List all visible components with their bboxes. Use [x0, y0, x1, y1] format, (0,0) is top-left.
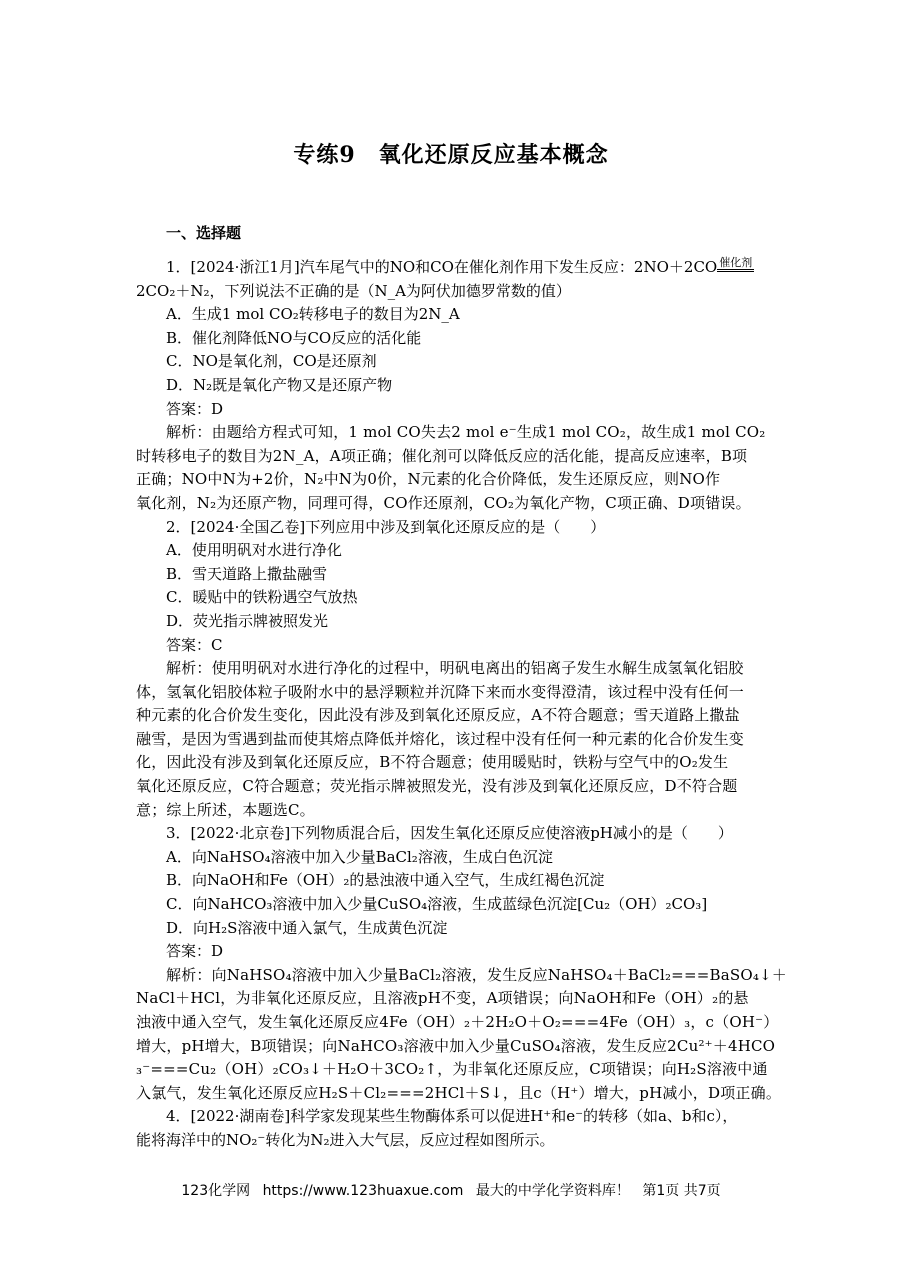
text-line [136, 1058, 768, 1082]
text-line [136, 1105, 768, 1129]
text-line [136, 1129, 768, 1153]
line-text: 时转移电子的数目为2N_A，A项正确；催化剂可以降低反应的活化能，提高反应速率，B项 [136, 446, 748, 465]
line-text: 氧化剂，N₂为还原产物，同理可得，CO作还原剂，CO₂为氧化产物，C项正确、D项错误。 [136, 493, 751, 512]
line-text: 化，因此没有涉及到氧化还原反应，B不符合题意；使用暖贴时，铁粉与空气中的O₂发生 [136, 753, 729, 772]
text-line [136, 468, 768, 492]
text-line [136, 657, 768, 681]
text-line [136, 799, 768, 823]
text-line [136, 350, 768, 374]
text-line [136, 917, 768, 941]
footer-url[interactable]: https://www.123huaxue.com [262, 1183, 464, 1199]
text-line [136, 445, 768, 469]
text-line [136, 964, 788, 988]
footer-slogan: 最大的中学化学资料库！ [475, 1183, 630, 1199]
line-text: A．使用明矾对水进行净化 [166, 541, 342, 560]
reaction-condition: 催化剂 [717, 257, 754, 272]
line-text: 正确；NO中N为+2价，N₂中N为0价，N元素的化合价降低，发生还原反应，则NO作 [136, 470, 721, 489]
text-line [136, 704, 768, 728]
line-text: 意；综上所述，本题选C。 [136, 800, 315, 819]
text-line [136, 775, 768, 799]
line-text: 解析：使用明矾对水进行净化的过程中，明矾电离出的铝离子发生水解生成氢氧化铝胶 [166, 659, 744, 678]
line-text: 4．[2022·湖南卷]科学家发现某些生物酶体系可以促进H⁺和e⁻的转移（如a、b和c）， [166, 1107, 738, 1126]
line-text: 入氯气，发生氧化还原反应H₂S＋Cl₂===2HCl＋S↓，且c（H⁺）增大，pH减小，D项正确。 [136, 1083, 782, 1102]
text-line [136, 846, 768, 870]
text-line [136, 256, 768, 280]
line-text: B．雪天道路上撒盐融雪 [166, 564, 328, 583]
line-text: 答案：C [166, 635, 223, 654]
text-line [136, 374, 768, 398]
text-line [136, 398, 768, 422]
text-line [136, 516, 768, 540]
line-text: D．荧光指示牌被照发光 [166, 611, 329, 630]
footer-page-number: 第1页 共7页 [642, 1183, 721, 1199]
text-line [136, 586, 768, 610]
line-text: 浊液中通入空气，发生氧化还原反应4Fe（OH）₂＋2H₂O＋O₂===4Fe（OH）₃，c（OH⁻） [136, 1013, 779, 1031]
line-text: A．向NaHSO₄溶液中加入少量BaCl₂溶液，生成白色沉淀 [166, 847, 553, 866]
line-text: 2CO₂＋N₂，下列说法不正确的是（N_A为阿伏加德罗常数的值） [136, 281, 571, 300]
footer-site: 123化学网 [181, 1183, 251, 1199]
line-text: 3．[2022·北京卷]下列物质混合后，因发生氧化还原反应使溶液pH减小的是（ ） [166, 824, 733, 843]
line-text: D．向H₂S溶液中通入氯气，生成黄色沉淀 [166, 918, 448, 937]
line-text: ₃⁻===Cu₂（OH）₂CO₃↓＋H₂O＋3CO₂↑，为非氧化还原反应，C项错误；向H₂S溶液中通 [136, 1060, 768, 1079]
text-line [136, 940, 768, 964]
line-text: D．N₂既是氧化产物又是还原产物 [166, 375, 393, 394]
text-line [136, 751, 768, 775]
text-line [136, 492, 768, 516]
line-text: 答案：D [166, 942, 224, 961]
line-text: C．向NaHCO₃溶液中加入少量CuSO₄溶液，生成蓝绿色沉淀[Cu₂（OH）₂CO₃] [166, 895, 708, 914]
line-text: 2．[2024·全国乙卷]下列应用中涉及到氧化还原反应的是（ ） [166, 517, 606, 536]
text-line [136, 327, 768, 351]
page-title: 专练9 氧化还原反应基本概念 [293, 142, 609, 168]
text-line [136, 893, 768, 917]
section-heading: 一、选择题 [166, 224, 242, 242]
text-line [136, 681, 768, 705]
text-line [136, 869, 768, 893]
text-line [136, 421, 768, 445]
line-text: NaCl＋HCl，为非氧化还原反应，且溶液pH不变，A项错误；向NaOH和Fe（OH）₂的悬 [136, 989, 749, 1008]
text-line [136, 1035, 776, 1059]
line-text: 答案：D [166, 399, 224, 418]
text-line [136, 987, 768, 1011]
page-footer [0, 1180, 902, 1200]
text-line [136, 280, 768, 304]
document-body [136, 256, 788, 1153]
text-line [136, 634, 768, 658]
line-text: 体，氢氧化铝胶体粒子吸附水中的悬浮颗粒并沉降下来而水变得澄清，该过程中没有任何一 [136, 682, 745, 701]
line-text: 解析：向NaHSO₄溶液中加入少量BaCl₂溶液，发生反应NaHSO₄＋BaCl₂===BaSO₄↓＋ [166, 965, 788, 984]
line-text: B．向NaOH和Fe（OH）₂的悬浊液中通入空气，生成红褐色沉淀 [166, 871, 605, 890]
line-text: 种元素的化合价发生变化，因此没有涉及到氧化还原反应，A不符合题意；雪天道路上撒盐 [136, 706, 740, 725]
line-text: 增大，pH增大，B项错误；向NaHCO₃溶液中加入少量CuSO₄溶液，发生反应2Cu²⁺＋4HCO [136, 1036, 776, 1055]
line-text: 融雪，是因为雪遇到盐而使其熔点降低并熔化，该过程中没有任何一种元素的化合价发生变 [136, 729, 745, 748]
line-text: 1．[2024·浙江1月]汽车尾气中的NO和CO在催化剂作用下发生反应：2NO＋2CO [166, 258, 718, 276]
line-text: C．暖贴中的铁粉遇空气放热 [166, 588, 358, 607]
text-line [136, 822, 768, 846]
text-line [136, 303, 768, 327]
line-text: 解析：由题给方程式可知，1 mol CO失去2 mol e⁻生成1 mol CO₂，故生成1 mol CO₂ [166, 423, 766, 442]
text-line [136, 563, 768, 587]
line-text: 能将海洋中的NO₂⁻转化为N₂进入大气层，反应过程如图所示。 [136, 1130, 555, 1149]
line-text: B．催化剂降低NO与CO反应的活化能 [166, 328, 422, 347]
text-line [136, 1082, 782, 1106]
line-text: C．NO是氧化剂，CO是还原剂 [166, 352, 377, 371]
line-text: 氧化还原反应，C符合题意；荧光指示牌被照发光，没有涉及到氧化还原反应，D不符合题 [136, 777, 738, 796]
text-line [136, 728, 768, 752]
line-text: A．生成1 mol CO₂转移电子的数目为2N_A [166, 305, 460, 324]
text-line [136, 1011, 779, 1035]
text-line [136, 539, 768, 563]
text-line [136, 610, 768, 634]
